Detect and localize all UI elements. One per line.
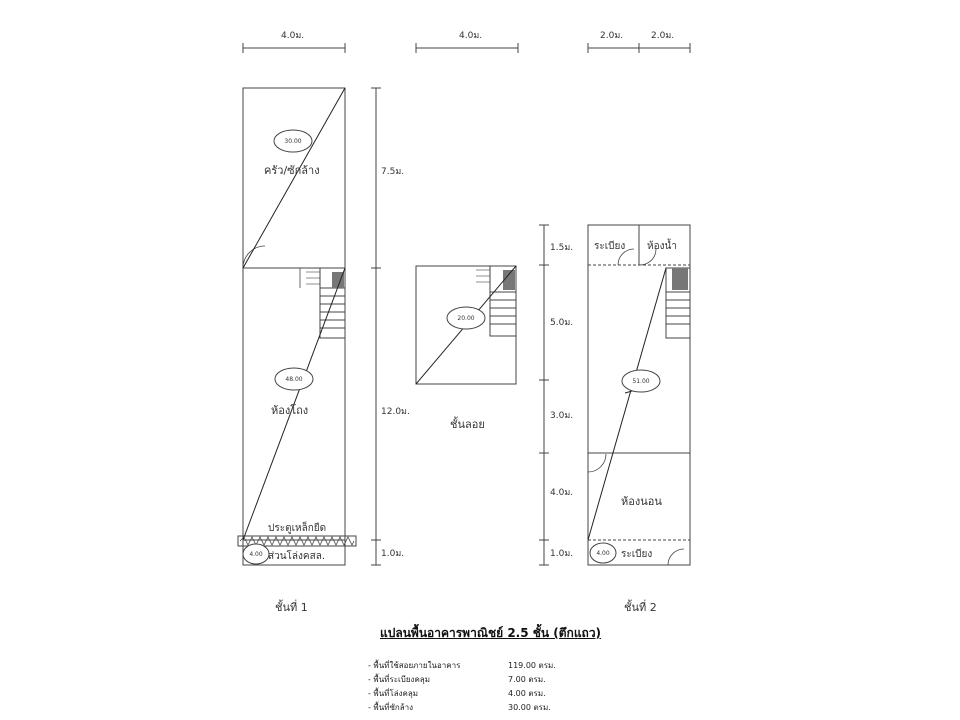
- room-bedroom: ห้องนอน: [621, 495, 662, 508]
- summary-value: 7.00 ตรม.: [508, 675, 546, 684]
- area-tag-yard: 4.00: [249, 551, 263, 558]
- room-balcony-front: ระเบียง: [621, 549, 653, 560]
- dim-stair: 5.0ม.: [550, 318, 574, 328]
- summary-row: [368, 659, 568, 673]
- room-balcony-top: ระเบียง: [594, 241, 626, 252]
- area-tag-living: 48.00: [285, 376, 303, 383]
- dimension-line-top-left: [243, 43, 345, 53]
- dim-bed: 4.0ม.: [550, 488, 574, 498]
- area-tag-mezzanine: 20.00: [457, 315, 475, 322]
- room-bathroom: ห้องน้ำ: [647, 241, 677, 252]
- summary-value: 30.00 ตรม.: [508, 703, 551, 712]
- dim-bath: 1.5ม.: [550, 243, 574, 253]
- dimension-line-right-vertical: [539, 225, 549, 565]
- room-mezzanine: ชั้นลอย: [450, 418, 485, 431]
- summary-label: - พื้นที่ซักล้าง: [368, 703, 414, 712]
- summary-row: [368, 673, 568, 687]
- plan-title: แปลนพื้นอาคารพาณิชย์ 2.5 ชั้น (ตึกแถว): [380, 626, 602, 640]
- summary-value: 4.00 ตรม.: [508, 689, 546, 698]
- area-tag-balcony: 4.00: [596, 550, 610, 557]
- summary-row: [368, 687, 568, 701]
- summary-label: - พื้นที่ระเบียงคลุม: [368, 675, 430, 684]
- dim-mid: 3.0ม.: [550, 411, 574, 421]
- dim-top-mid: 4.0ม.: [459, 31, 483, 41]
- steel-door-label: ประตูเหล็กยืด: [268, 523, 327, 534]
- dimension-line-left-vertical: [371, 88, 381, 565]
- dim-balcony: 1.0ม.: [550, 549, 574, 559]
- floor1-plan: [238, 88, 356, 565]
- floor2-label: ชั้นที่ 2: [624, 601, 657, 614]
- dim-kitchen: 7.5ม.: [381, 167, 405, 177]
- area-ellipses: [243, 130, 660, 564]
- dim-yard: 1.0ม.: [381, 549, 405, 559]
- dim-living: 12.0ม.: [381, 407, 410, 417]
- summary-label: - พื้นที่ใช้สอยภายในอาคาร: [368, 661, 461, 670]
- dim-top-right-b: 2.0ม.: [651, 31, 675, 41]
- room-front-yard: ส่วนโล่งคสล.: [268, 551, 326, 562]
- floor2-plan: [588, 225, 690, 565]
- area-tag-floor2: 51.00: [632, 378, 650, 385]
- dim-top-right-a: 2.0ม.: [600, 31, 624, 41]
- floor1-label: ชั้นที่ 1: [275, 601, 308, 614]
- summary-label: - พื้นที่โล่งคลุม: [368, 689, 419, 698]
- area-summary: [368, 659, 568, 715]
- summary-value: 119.00 ตรม.: [508, 661, 556, 670]
- area-tag-kitchen: 30.00: [284, 138, 302, 145]
- dim-top-left: 4.0ม.: [281, 31, 305, 41]
- room-kitchen: ครัว/ซักล้าง: [264, 164, 320, 177]
- dimension-line-top-right: [588, 43, 690, 53]
- summary-row: [368, 701, 568, 715]
- dimension-line-top-mid: [416, 43, 518, 53]
- room-living: ห้องโถง: [271, 404, 309, 417]
